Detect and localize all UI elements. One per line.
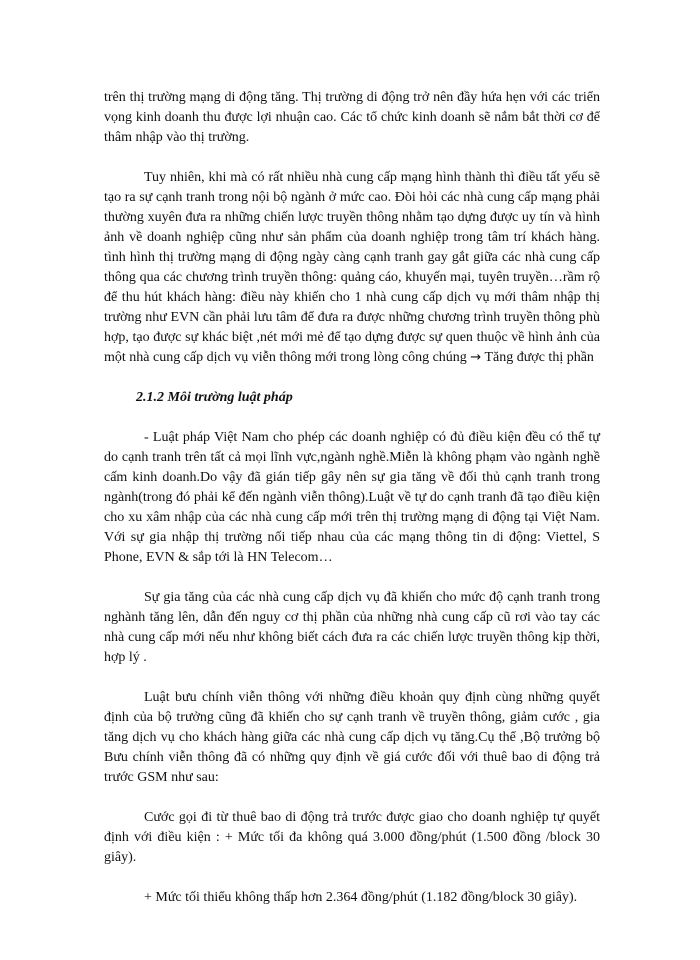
paragraph-telecom-law: Luật bưu chính viễn thông với những điều khoản quy định cùng những quyết định của bộ trưởng cũng đã khiến cho sự cạnh tranh về truyền thông, giảm cước , gia tăng dịch vụ cho khách hàng giữa các nhà cung cấp dịch vụ tăng.Cụ thể ,Bộ trưởng bộ Bưu chính viễn thông đã có những quy định về giá cước đối với thuê bao di động trả trước GSM như sau: — [104, 690, 600, 785]
paragraph-call-rate-max: Cước gọi đi từ thuê bao di động trả trước được giao cho doanh nghiệp tự quyết định với điều kiện : + Mức tối đa không quá 3.000 đồng/phút (1.500 đồng /block 30 giây). — [104, 810, 600, 865]
paragraph-competition — [104, 168, 600, 368]
paragraph-legal-framework: - Luật pháp Việt Nam cho phép các doanh nghiệp có đủ điều kiện đều có thể tự do cạnh tranh trên tất cả mọi lĩnh vực,ngành nghề.Miễn là không phạm vào ngành nghề cấm kinh doanh.Do vậy đã gián tiếp gây nên sự gia tăng về đối thủ cạnh tranh trong ngành(trong đó phải kể đến ngành viễn thông).Luật về tự do cạnh tranh đã tạo điều kiện cho xu xâm nhập của các nhà cung cấp mới trên thị trường mạng di động tại Việt Nam. Với sự gia nhập thị trường nối tiếp nhau của các mạng thông tin di động: Viettel, S Phone, EVN & sắp tới là HN Telecom… — [104, 430, 600, 565]
paragraph-competition-text: Tuy nhiên, khi mà có rất nhiều nhà cung cấp mạng hình thành thì điều tất yếu sẽ tạo ra sự cạnh tranh trong nội bộ ngành ở mức cao. Đòi hỏi các nhà cung cấp mạng phải thường xuyên đưa ra những chiến lược truyền thông nhằm tạo dựng được uy tín và hình ảnh về doanh nghiệp cũng như sản phẩm của doanh nghiệp trong tâm trí khách hàng. tình hình thị trường mạng di động ngày càng cạnh tranh gay gắt giữa các nhà cung cấp thông qua các chương trình truyền thông: quảng cáo, khuyến mại, tuyên truyền…rầm rộ để thu hút khách hàng: điều này khiến cho 1 nhà cung cấp dịch vụ mới thâm nhập thị trường như EVN cần phải lưu tâm để đưa ra được những chương trình truyền thông phù hợp, tạo được sự khác biệt ,nét mới mẻ để tạo dựng được sự quen thuộc về hình ảnh của một nhà cung cấp dịch vụ viễn thông mới trong lòng công chúng — [104, 170, 600, 365]
paragraph-market-growth: trên thị trường mạng di động tăng. Thị trường di động trở nên đầy hứa hẹn với các triển vọng kinh doanh thu được lợi nhuận cao. Các tổ chức kinh doanh sẽ nắm bắt thời cơ để thâm nhập vào thị trường. — [104, 90, 600, 145]
section-heading: 2.1.2 Môi trường luật pháp — [136, 390, 293, 405]
document-page — [104, 88, 600, 908]
paragraph-call-rate-min: + Mức tối thiểu không thấp hơn 2.364 đồng/phút (1.182 đồng/block 30 giây). — [144, 890, 578, 905]
paragraph-competition-conclusion: Tăng được thị phần — [484, 350, 594, 365]
right-arrow-icon: → — [470, 350, 482, 365]
paragraph-provider-increase: Sự gia tăng của các nhà cung cấp dịch vụ đã khiến cho mức độ cạnh tranh trong nghành tăng lên, dẫn đến nguy cơ thị phần của những nhà cung cấp cũ rơi vào tay các nhà cung cấp mới nếu như không biết cách đưa ra các chiến lược truyền thông kịp thời, hợp lý . — [104, 590, 600, 665]
